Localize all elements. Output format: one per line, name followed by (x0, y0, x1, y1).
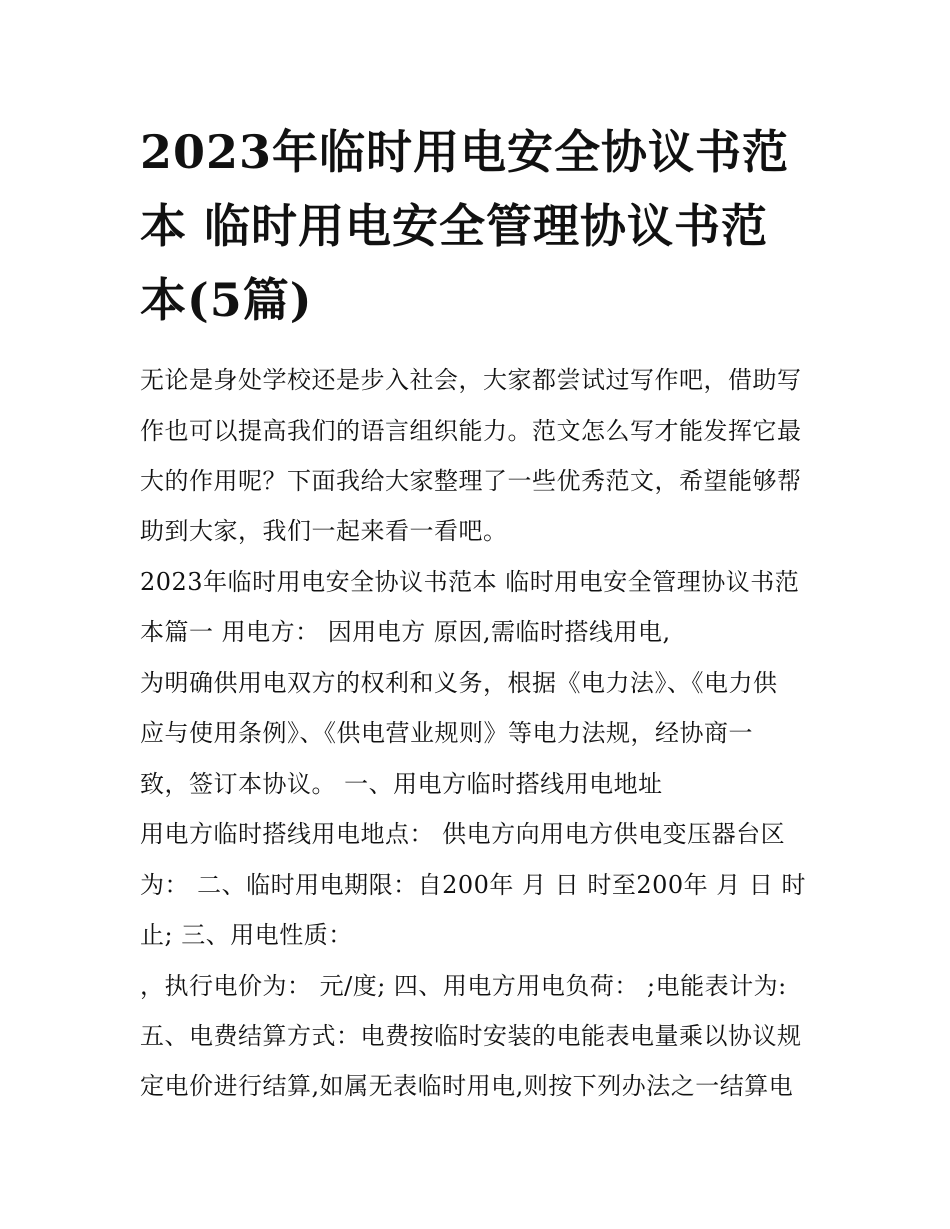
body-line-11: 为： 二、临时用电期限：自200年 月 日 时至200年 月 日 时 (140, 871, 807, 899)
body-line-1: 无论是身处学校还是步入社会，大家都尝试过写作吧，借助写 (140, 366, 802, 394)
body-line-12: 止; 三、用电性质： (140, 921, 353, 949)
body-line-13: ，执行电价为： 元/度; 四、用电方用电负荷： ;电能表计为: (140, 972, 787, 1000)
body-line-14: 五、电费结算方式：电费按临时安装的电能表电量乘以协议规 (140, 1022, 802, 1050)
body-line-15: 定电价进行结算,如属无表临时用电,则按下列办法之一结算电 (140, 1072, 794, 1100)
document-page (140, 0, 820, 1229)
body-line-8: 应与使用条例》、《供电营业规则》等电力法规，经协商一 (140, 719, 753, 747)
body-line-9: 致，签订本协议。 一、用电方临时搭线用电地址 (140, 770, 663, 798)
title-line-3: 本(5篇) (140, 273, 313, 327)
body-line-5: 2023年临时用电安全协议书范本 临时用电安全管理协议书范 (140, 568, 800, 596)
body-line-2: 作也可以提高我们的语言组织能力。范文怎么写才能发挥它最 (140, 417, 802, 445)
body-line-7: 为明确供用电双方的权利和义务，根据《电力法》、《电力供 (140, 669, 778, 697)
body-line-10: 用电方临时搭线用电地点： 供电方向用电方供电变压器台区 (140, 820, 786, 848)
body-line-4: 助到大家，我们一起来看一看吧。 (140, 517, 508, 545)
body-line-3: 大的作用呢？下面我给大家整理了一些优秀范文，希望能够帮 (140, 467, 802, 495)
title-line-2: 本 临时用电安全管理协议书范 (140, 199, 769, 253)
body-line-6: 本篇一 用电方： 因用电方 原因,需临时搭线用电, (140, 618, 671, 646)
title-line-1: 2023年临时用电安全协议书范 (140, 125, 790, 179)
document-title (140, 115, 820, 337)
